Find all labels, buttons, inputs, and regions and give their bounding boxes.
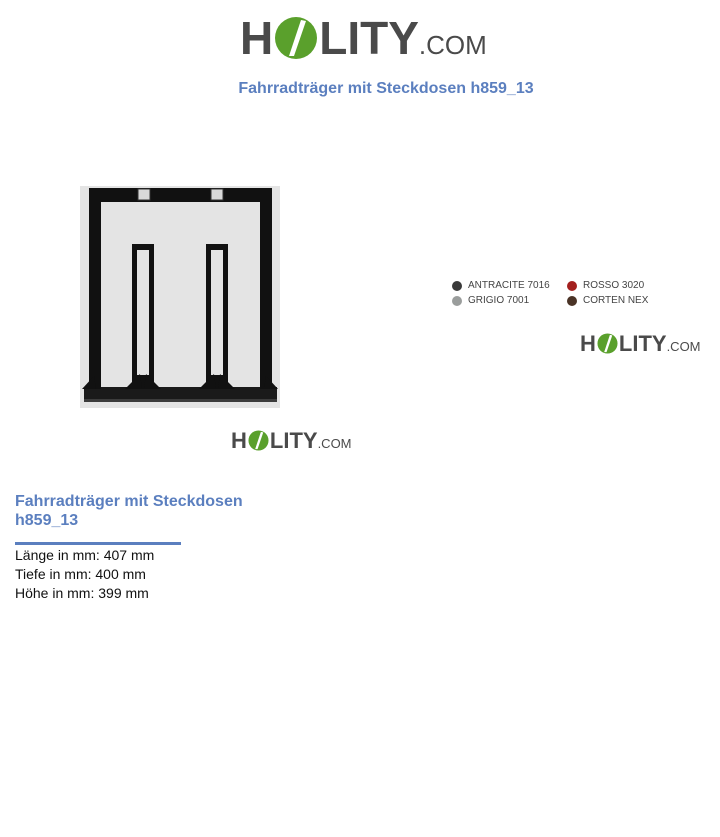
logo-o-icon bbox=[274, 16, 318, 60]
spec-height: Höhe in mm: 399 mm bbox=[15, 585, 149, 601]
color-dot-icon bbox=[452, 296, 462, 306]
heading-divider bbox=[15, 542, 181, 545]
color-dot-icon bbox=[567, 296, 577, 306]
logo-domain: .COM bbox=[418, 30, 487, 60]
logo-letter-h: H bbox=[240, 12, 274, 64]
product-image bbox=[80, 186, 280, 408]
color-options bbox=[452, 280, 662, 306]
color-option-rosso: ROSSO 3020 bbox=[567, 280, 662, 291]
spec-length: Länge in mm: 407 mm bbox=[15, 547, 155, 563]
color-option-grigio: GRIGIO 7001 bbox=[452, 295, 567, 306]
logo-letters-lity: LITY bbox=[319, 12, 419, 64]
page-title: Fahrradträger mit Steckdosen h859_13 bbox=[238, 80, 534, 97]
color-dot-icon bbox=[452, 281, 462, 291]
spec-depth: Tiefe in mm: 400 mm bbox=[15, 566, 146, 582]
swatch-watermark-logo: H LITY .COM bbox=[580, 331, 701, 356]
logo-o-icon bbox=[597, 333, 618, 354]
color-option-antracite: ANTRACITE 7016 bbox=[452, 280, 567, 291]
product-heading: Fahrradträger mit Steckdosen h859_13 bbox=[15, 493, 243, 529]
logo-o-icon bbox=[248, 430, 269, 451]
color-option-corten: CORTEN NEX bbox=[567, 295, 662, 306]
image-watermark-logo: H LITY .COM bbox=[231, 428, 352, 453]
color-dot-icon bbox=[567, 281, 577, 291]
holity-logo[interactable] bbox=[240, 10, 487, 73]
product-specs bbox=[15, 546, 154, 603]
